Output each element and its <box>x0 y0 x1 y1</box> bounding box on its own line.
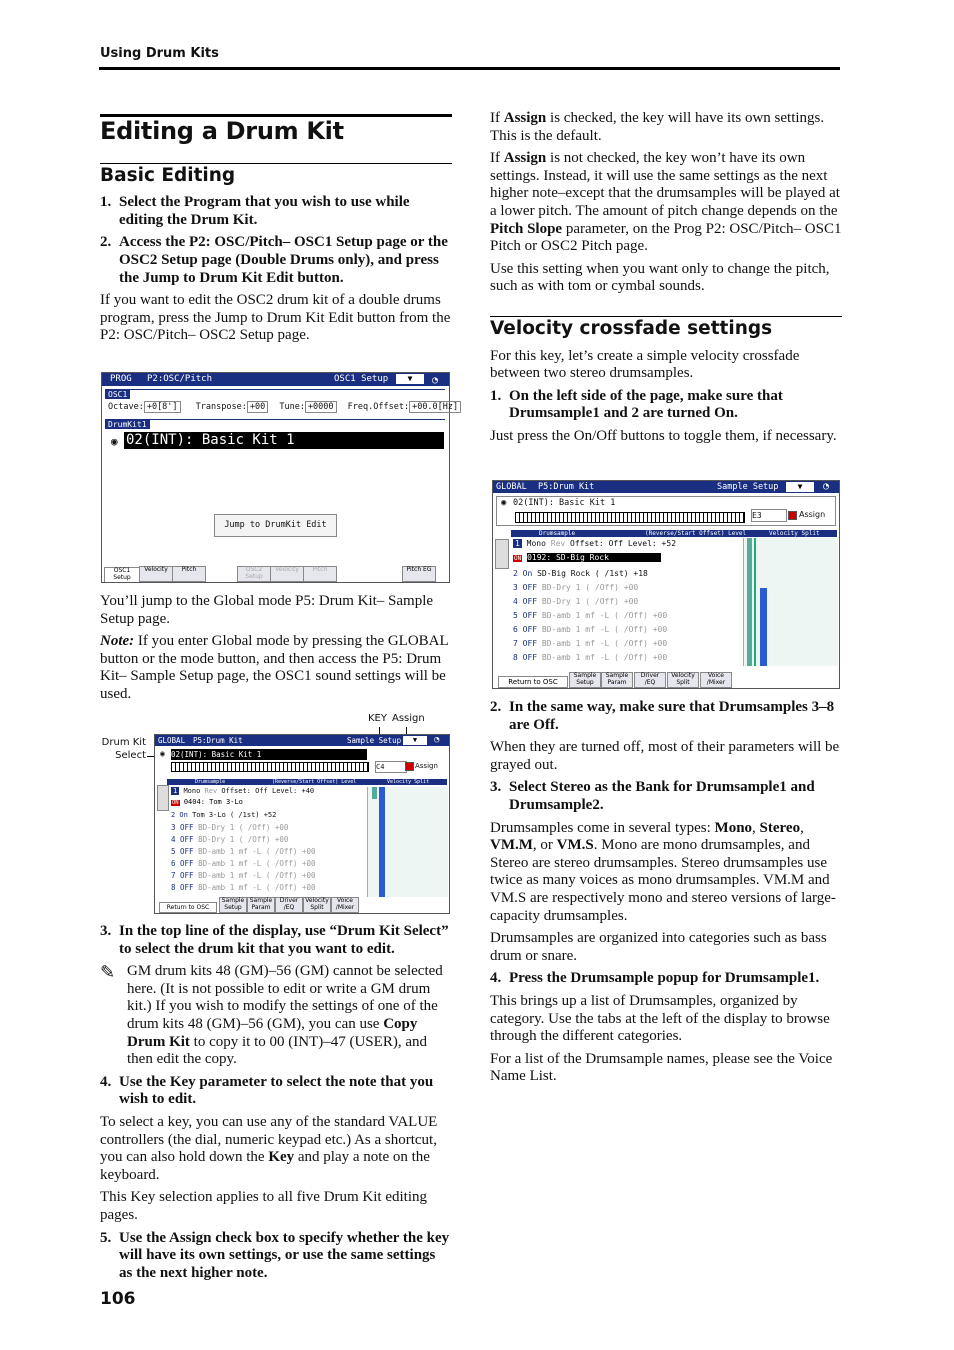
row-number-6: 6 OFF <box>513 625 538 634</box>
gm-caution-bold: Copy Drum Kit <box>127 1015 418 1050</box>
drumsample-header <box>511 530 837 537</box>
tab-label: Sample Setup <box>347 736 402 745</box>
tune-label: Tune: <box>279 402 305 412</box>
velocity-split-graph <box>743 538 838 666</box>
page-number: 106 <box>100 1289 136 1309</box>
types-sep3: , or <box>532 837 557 854</box>
callout-key: KEY <box>368 713 387 724</box>
osc-params-row <box>108 402 461 412</box>
paragraph-org: Drumsamples are organized into categories such as bass drum or snare. <box>490 930 827 964</box>
step-text: Use the Assign check box to specify whether the key will have its own settings, or use the same settings as the next higher note. <box>119 1229 450 1281</box>
screen-titlebar <box>102 373 449 386</box>
tab-osc1-setup[interactable]: OSC1 Setup <box>104 567 140 582</box>
paragraph-jump: You’ll jump to the Global mode P5: Drum Kit– Sample Setup page. <box>100 593 434 627</box>
row-6-text: BD-amb 1 mf -L ( /Off) +00 <box>198 859 316 868</box>
assign-checkbox[interactable] <box>405 762 414 771</box>
drumsample-name-row[interactable] <box>513 553 661 562</box>
assign-label: Assign <box>799 510 826 519</box>
popup-icon[interactable]: ◉ <box>501 498 507 508</box>
drumsample-row-4[interactable] <box>513 597 638 606</box>
left-column-2 <box>100 593 452 709</box>
vstep-4 <box>490 970 842 988</box>
assign-label: Assign <box>415 762 438 770</box>
gm-caution-a: GM drum kits 48 (GM)–56 (GM) cannot be selected here. (It is not possible to edit or write a GM drum kit.) If you wish to modify the settings of one of the drum kits 48 (GM)–56 (GM), you can use <box>127 963 443 1032</box>
octave-field[interactable]: +0[8'] <box>144 401 181 413</box>
mode-label: GLOBAL <box>496 482 527 492</box>
screen-global-drumkit-e3 <box>492 480 840 689</box>
drumsample-row-3[interactable] <box>171 823 288 832</box>
types-vms: VM.S <box>556 837 594 854</box>
paragraph-applies: This Key selection applies to all five Drum Kit editing pages. <box>100 1189 428 1223</box>
tab-pitch-2[interactable]: Pitch <box>303 566 337 582</box>
velocity-bar-1 <box>372 787 377 799</box>
row-number-8: 8 OFF <box>171 883 194 892</box>
vstep-2 <box>490 699 842 734</box>
level-field[interactable]: Off Level: +52 <box>608 539 677 548</box>
return-to-osc-button[interactable]: Return to OSC <box>498 676 568 688</box>
tab-driver-eq[interactable]: Driver /EQ <box>275 897 303 913</box>
row-number-8: 8 OFF <box>513 653 538 662</box>
types-a: Drumsamples come in several types: <box>490 819 715 836</box>
assign2-b: is not checked, the key won’t have its own settings. Instead, it will use the same settings as the next higher note–except that the drumsamples will be played at a lower pitch. The amount of pitch change depends on the <box>490 150 840 219</box>
assign2-bold: Assign <box>503 150 547 167</box>
paragraph-toggle: Just press the On/Off buttons to toggle them, if necessary. <box>490 427 837 444</box>
drumsample-header <box>167 779 447 785</box>
paragraph-brings: This brings up a list of Drumsamples, organized by category. Use the tabs at the left of the display to browse through the different categories. <box>490 992 830 1045</box>
row-7-text: BD-amb 1 mf -L ( /Off) +00 <box>541 639 668 648</box>
bank-field[interactable]: Mono <box>183 787 201 795</box>
row-number-7: 7 OFF <box>513 639 538 648</box>
drumsample-row-7[interactable] <box>171 871 316 880</box>
step-number: 2. <box>100 234 112 251</box>
h2-rule <box>100 163 452 164</box>
pencil-icon: ✎ <box>100 962 116 983</box>
tab-pitch[interactable]: Pitch <box>172 566 206 582</box>
assign-checkbox[interactable] <box>788 511 797 520</box>
header-velocity-split: Velocity Split <box>769 530 820 537</box>
category-tab-scroll[interactable] <box>157 785 169 811</box>
tab-sample-param[interactable]: Sample Param <box>601 672 633 688</box>
osc-tag: OSC1 <box>105 390 130 399</box>
right-column <box>490 110 842 451</box>
velocity-split-graph <box>367 787 448 897</box>
tab-sample-setup[interactable]: Sample Setup <box>569 672 601 688</box>
step-5 <box>100 1230 452 1283</box>
step-text: Access the P2: OSC/Pitch– OSC1 Setup page or the OSC2 Setup page (Double Drums only), and press the Jump to Drum Kit Edit button. <box>119 234 448 286</box>
drumsample-name-row[interactable] <box>171 798 243 806</box>
bank-field[interactable]: Mono <box>526 539 546 548</box>
callout-assign: Assign <box>392 713 425 724</box>
row-number-4: 4 OFF <box>513 597 538 606</box>
row-3-text: BD-Dry 1 ( /Off) +00 <box>198 823 289 832</box>
on-button[interactable]: ON <box>172 800 179 806</box>
vstep-3 <box>490 779 842 814</box>
step-2 <box>100 234 452 287</box>
row-5-text: BD-amb 1 mf -L ( /Off) +00 <box>198 847 316 856</box>
velocity-bar-3 <box>760 588 767 666</box>
drumsample-row-8[interactable] <box>513 653 667 662</box>
return-to-osc-button[interactable]: Return to OSC <box>159 902 217 913</box>
transpose-label: Transpose: <box>195 402 247 412</box>
step-text: Select the Program that you wish to use while editing the Drum Kit. <box>119 194 410 228</box>
header-drumsample: Drumsample <box>195 779 226 785</box>
tab-label: OSC1 Setup <box>334 374 389 384</box>
row-number-6: 6 OFF <box>171 859 194 868</box>
reverse-field[interactable]: Rev <box>550 539 566 548</box>
header-drumsample: Drumsample <box>539 530 576 537</box>
drumsample-row-2[interactable] <box>171 811 276 819</box>
paragraph-list: For a list of the Drumsample names, please see the Voice Name List. <box>490 1050 833 1085</box>
gm-caution-b: to copy it to 00 (INT)–47 (USER), and then edit the copy. <box>127 1033 427 1068</box>
step-number: 4. <box>100 1073 112 1090</box>
paragraph-key <box>100 1114 452 1184</box>
lock-icon[interactable]: ◔ <box>823 481 830 492</box>
page-label: P5:Drum Kit <box>538 482 595 492</box>
step-4 <box>100 1074 452 1109</box>
assign2-bold2: Pitch Slope <box>490 220 563 237</box>
step-text: Press the Drumsample popup for Drumsample1. <box>509 970 820 987</box>
row-number-1: 1 <box>173 787 178 795</box>
drumkit-section <box>105 419 445 429</box>
page-label: P2:OSC/Pitch <box>147 374 213 384</box>
keyboard-graphic[interactable] <box>171 762 369 772</box>
reverse-field[interactable]: Rev <box>204 787 218 795</box>
row-number-1: 1 <box>515 539 520 548</box>
row-6-text: BD-amb 1 mf -L ( /Off) +00 <box>541 625 668 634</box>
screen-titlebar <box>155 735 449 746</box>
assign1-a: If <box>490 110 504 126</box>
step-number: 2. <box>490 699 502 715</box>
tab-pitch-eg[interactable]: Pitch EG <box>402 566 436 582</box>
step-text: In the top line of the display, use “Drum Kit Select” to select the drum kit that you want to edit. <box>119 923 449 957</box>
paragraph-grayed: When they are turned off, most of their parameters will be grayed out. <box>490 739 840 773</box>
screen-global-drumkit-c4 <box>154 734 450 914</box>
step-number: 3. <box>100 923 112 939</box>
row-number-2: 2 On <box>171 811 188 819</box>
offset-field[interactable]: Offset: <box>570 539 604 548</box>
paragraph-types <box>490 820 842 926</box>
row-2-text: SD-Big Rock ( /1st) +18 <box>537 569 648 578</box>
popup-icon[interactable]: ◉ <box>111 435 118 448</box>
paragraph-assign-checked <box>490 110 842 145</box>
drumsample-row-7[interactable] <box>513 639 667 648</box>
row-7-text: BD-amb 1 mf -L ( /Off) +00 <box>198 871 316 880</box>
osc-section <box>105 389 445 400</box>
jump-to-drumkit-edit-button[interactable]: Jump to DrumKit Edit <box>214 514 337 537</box>
page-menu-button[interactable]: ▼ <box>403 736 427 745</box>
paragraph-for: For this key, let’s create a simple velocity crossfade between two stereo drumsamples. <box>490 347 800 382</box>
note-text: If you enter Global mode by pressing the GLOBAL button or the mode button, and then access the P5: Drum Kit– Sample Setup page, the OSC1 sound settings will be used. <box>100 633 449 702</box>
step-text: In the same way, make sure that Drumsamples 3–8 are Off. <box>509 699 835 733</box>
left-column-3 <box>100 923 452 1287</box>
right-column-2 <box>490 699 842 1091</box>
drumsample-row-4[interactable] <box>171 835 288 844</box>
tab-osc2-setup[interactable]: OSC2 Setup <box>237 566 271 582</box>
row-number-5: 5 OFF <box>171 847 194 856</box>
category-tab-scroll[interactable] <box>495 539 509 569</box>
page-menu-button[interactable]: ▼ <box>786 482 814 492</box>
section-heading-velocity: Velocity crossfade settings <box>490 317 773 339</box>
on-button[interactable]: ON <box>514 555 522 562</box>
header-rule <box>99 67 840 70</box>
page-menu-button[interactable]: ▼ <box>396 374 424 384</box>
velocity-bar-1 <box>747 538 752 666</box>
paragraph-osc2: If you want to edit the OSC2 drum kit of a double drums program, press the Jump to Drum Kit Edit button from the P2: OSC/Pitch– OSC2 Setup page. <box>100 292 451 344</box>
keyboard-graphic[interactable] <box>515 512 745 523</box>
drumsample-row-1[interactable] <box>171 787 314 795</box>
callout-drumkit-select: Drum Kit Select <box>101 737 146 761</box>
drumsample-row-1[interactable] <box>513 539 676 548</box>
screen-prog-osc-pitch <box>101 372 459 583</box>
mode-label: GLOBAL <box>158 736 186 745</box>
types-sep2: , <box>800 819 804 836</box>
freq-offset-field[interactable]: +00.0[Hz] <box>409 401 461 413</box>
header-velocity-split: Velocity Split <box>387 779 430 785</box>
assign1-bold: Assign <box>503 110 547 126</box>
paragraph-assign-unchecked <box>490 150 842 256</box>
drumsample-row-3[interactable] <box>513 583 638 592</box>
row-number-2: 2 On <box>513 569 533 578</box>
header-level: (Reverse/Start Offset) Level <box>645 530 747 537</box>
row-number-7: 7 OFF <box>171 871 194 880</box>
tab-velocity-2[interactable]: Velocity <box>270 566 304 582</box>
key-bold: Key <box>268 1149 295 1166</box>
assign1-b: is checked, the key will have its own settings. This is the default. <box>490 110 825 144</box>
octave-label: Octave: <box>108 402 144 412</box>
transpose-field[interactable]: +00 <box>247 401 268 413</box>
running-head: Using Drum Kits <box>100 46 219 61</box>
drumkit-select-field[interactable]: 02(INT): Basic Kit 1 <box>513 498 616 508</box>
header-level: (Reverse/Start Offset) Level <box>272 779 357 785</box>
offset-field[interactable]: Offset: <box>221 787 251 795</box>
tab-voice-mixer[interactable]: Voice /Mixer <box>331 897 359 913</box>
tune-field[interactable]: +0000 <box>305 401 337 413</box>
row-3-text: BD-Dry 1 ( /Off) +00 <box>541 583 639 592</box>
section-heading-basic: Basic Editing <box>100 164 236 186</box>
row-number-5: 5 OFF <box>513 611 538 620</box>
screen-titlebar <box>493 481 839 493</box>
row-5-text: BD-amb 1 mf -L ( /Off) +00 <box>541 611 668 620</box>
tab-velocity[interactable]: Velocity <box>139 566 173 582</box>
row-8-text: BD-amb 1 mf -L ( /Off) +00 <box>198 883 316 892</box>
drumkit-select-field[interactable]: 02(INT): Basic Kit 1 <box>124 432 444 449</box>
types-vmm: VM.M <box>490 837 533 854</box>
step-number: 4. <box>490 970 502 987</box>
paragraph-use: Use this setting when you want only to change the pitch, such as with tom or cymbal sounds. <box>490 260 830 295</box>
drumsample-row-6[interactable] <box>171 859 316 868</box>
key-field[interactable]: C4 <box>375 761 407 773</box>
tab-velocity-split[interactable]: Velocity Split <box>303 897 331 913</box>
tab-driver-eq[interactable]: Driver /EQ <box>634 672 666 688</box>
step-3 <box>100 923 452 958</box>
lock-icon[interactable]: ◔ <box>434 735 440 745</box>
tab-voice-mixer[interactable]: Voice /Mixer <box>700 672 732 688</box>
key-a: To select a key, you can use any of the standard VALUE controllers (the dial, numeric keypad etc.) As a shortcut, you can also hold down the <box>100 1113 438 1166</box>
step-number: 1. <box>490 387 502 404</box>
freq-offset-label: Freq.Offset: <box>347 402 410 412</box>
drumsample-row-6[interactable] <box>513 625 667 634</box>
step-text: Use the Key parameter to select the note that you wish to edit. <box>119 1073 434 1108</box>
row-4-text: BD-Dry 1 ( /Off) +00 <box>198 835 289 844</box>
h2-rule-velocity <box>490 316 842 317</box>
assign2-c: parameter, on the Prog P2: OSC/Pitch– OSC1 Pitch or OSC2 Pitch page. <box>490 220 842 255</box>
row-2-text: Tom 3-Lo ( /1st) +52 <box>192 811 277 819</box>
gm-caution-text <box>127 963 452 1069</box>
lock-icon[interactable]: ◔ <box>432 375 439 386</box>
mode-label: PROG <box>110 374 132 384</box>
drumkit-tag: DrumKit1 <box>105 420 150 429</box>
tab-sample-param[interactable]: Sample Param <box>247 897 275 913</box>
assign2-a: If <box>490 150 504 167</box>
key-b: and play a note on the keyboard. <box>100 1149 430 1183</box>
note-paragraph <box>100 633 452 703</box>
page-title: Editing a Drum Kit <box>100 117 344 145</box>
drumsample-row-5[interactable] <box>171 847 316 856</box>
step-number: 5. <box>100 1229 112 1246</box>
row-number-3: 3 OFF <box>513 583 538 592</box>
velocity-bar-2 <box>754 538 756 666</box>
velocity-bar-2 <box>379 787 385 897</box>
tab-velocity-split[interactable]: Velocity Split <box>667 672 699 688</box>
tab-label: Sample Setup <box>717 482 779 492</box>
row-8-text: BD-amb 1 mf -L ( /Off) +00 <box>541 653 668 662</box>
types-mono: Mono <box>714 819 753 836</box>
drumsample-row-8[interactable] <box>171 883 316 892</box>
types-sep1: , <box>752 819 760 836</box>
drumkit-select-field[interactable]: 02(INT): Basic Kit 1 <box>171 749 367 760</box>
step-text: On the left side of the page, make sure that Drumsample1 and 2 are turned On. <box>509 387 783 422</box>
tab-sample-setup[interactable]: Sample Setup <box>219 897 247 913</box>
key-field[interactable]: E3 <box>751 509 787 522</box>
drumsample-name[interactable]: 0192: SD-Big Rock <box>527 553 661 562</box>
left-column <box>100 114 452 350</box>
note-label: Note: <box>100 633 135 650</box>
row-number-4: 4 OFF <box>171 835 194 844</box>
popup-icon[interactable]: ◉ <box>160 749 165 758</box>
drumsample-name[interactable]: 0404: Tom 3-Lo <box>183 798 243 806</box>
row-number-3: 3 OFF <box>171 823 194 832</box>
level-field[interactable]: Off Level: +40 <box>255 787 315 795</box>
vstep-1 <box>490 388 842 423</box>
types-stereo: Stereo <box>759 819 801 836</box>
step-number: 3. <box>490 779 502 796</box>
step-1 <box>100 194 452 229</box>
types-b: . Mono are mono drumsamples, and Stereo are stereo drumsamples. Stereo drumsamples use twice as many voices as mono drumsamples. VM.M and VM.S are respectively mono and stereo versions of large-capacity drumsamples. <box>490 837 836 924</box>
row-4-text: BD-Dry 1 ( /Off) +00 <box>541 597 639 606</box>
gm-caution <box>100 963 452 1069</box>
drumsample-row-2[interactable] <box>513 569 648 578</box>
step-text: Select Stereo as the Bank for Drumsample1 and Drumsample2. <box>509 779 815 813</box>
page-label: P5:Drum Kit <box>193 736 243 745</box>
step-number: 1. <box>100 194 112 211</box>
drumsample-row-5[interactable] <box>513 611 667 620</box>
